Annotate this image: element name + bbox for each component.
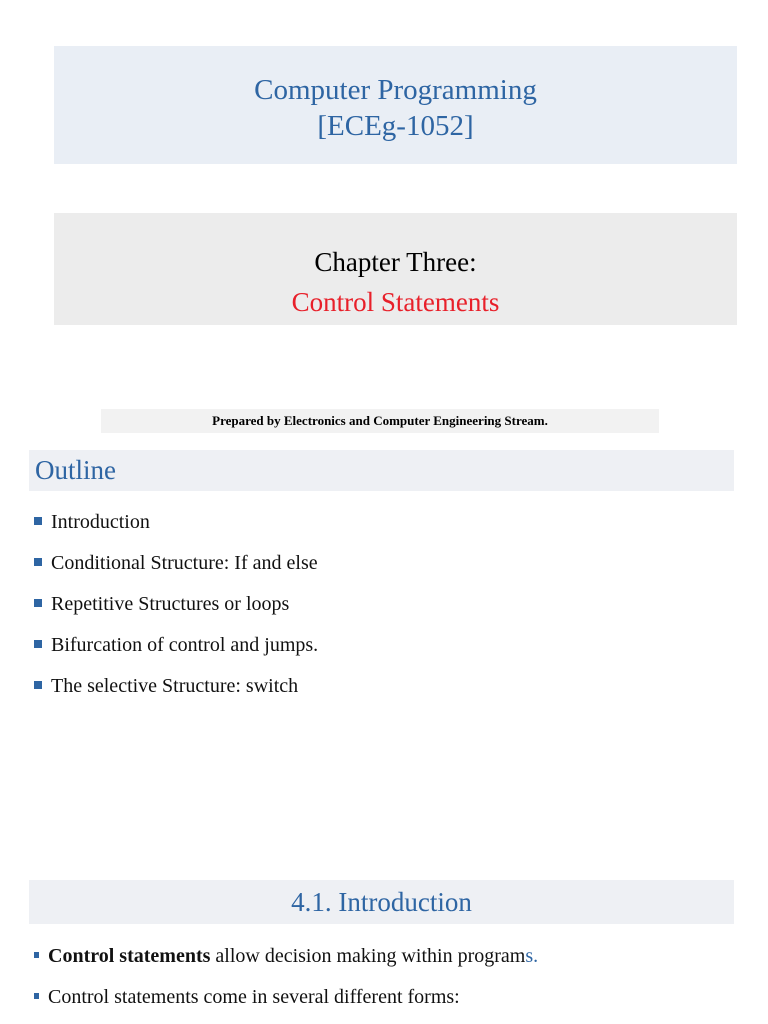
square-bullet-icon [34, 640, 42, 648]
intro-bullet-1-bold: Control statements [48, 945, 211, 967]
intro-bullet-1-end: s. [525, 945, 539, 967]
chapter-topic: Control Statements [291, 287, 500, 317]
introduction-heading: 4.1. Introduction [29, 880, 734, 924]
square-bullet-icon [34, 599, 42, 607]
square-bullet-icon [34, 517, 42, 525]
intro-bullet-2: Control statements come in several different forms: [48, 986, 460, 1008]
outline-heading: Outline [29, 450, 734, 491]
prepared-by-note: Prepared by Electronics and Computer Engineering Stream. [101, 409, 659, 433]
outline-item-text: Introduction [51, 511, 150, 533]
intro-bullet-1-rest: allow decision making within program [210, 945, 526, 967]
outline-item-text: Conditional Structure: If and else [51, 552, 318, 574]
square-bullet-icon [34, 993, 39, 999]
outline-list [34, 506, 318, 711]
intro-bullet-1 [48, 940, 538, 972]
outline-item-text: Bifurcation of control and jumps. [51, 634, 319, 656]
list-item [34, 940, 538, 981]
course-title-banner [54, 46, 737, 164]
list-item [34, 588, 318, 629]
outline-item-text: The selective Structure: switch [51, 675, 299, 697]
chapter-banner [54, 213, 737, 325]
square-bullet-icon [34, 952, 39, 958]
list-item [34, 670, 318, 711]
list-item [34, 506, 318, 547]
list-item [34, 547, 318, 588]
course-code: [ECEg-1052] [317, 110, 474, 142]
square-bullet-icon [34, 681, 42, 689]
outline-item-text: Repetitive Structures or loops [51, 593, 290, 615]
course-title: Computer Programming [254, 74, 537, 106]
square-bullet-icon [34, 558, 42, 566]
introduction-list [34, 940, 538, 1022]
list-item [34, 981, 538, 1022]
chapter-label: Chapter Three: [314, 247, 477, 277]
list-item [34, 629, 318, 670]
